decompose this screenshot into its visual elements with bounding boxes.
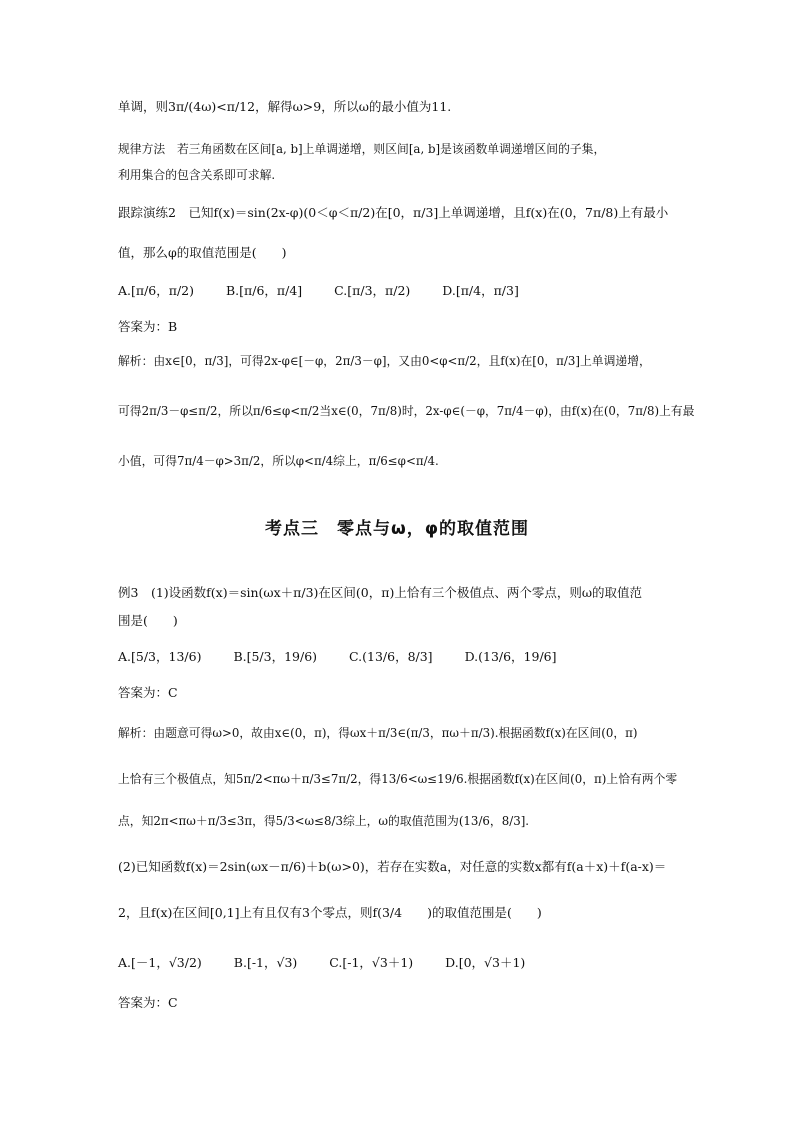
option-a: A.[－1，√3/2) — [118, 955, 202, 970]
section-heading: 考点三 零点与ω，φ的取值范围 — [264, 519, 530, 539]
option-c: C.(13/6，8/3] — [349, 649, 433, 664]
option-a: A.[π/6，π/2) — [118, 283, 195, 298]
analysis-line-1: 解析：由题意可得ω>0，故由x∈(0，π)，得ωx＋π/3∈(π/3，πω＋π/3).根据函数f(x)在区间(0，π) — [118, 726, 638, 740]
option-d: D.[π/4，π/3] — [442, 283, 519, 298]
option-b: B.[π/6，π/4] — [226, 283, 303, 298]
answer-line: 答案为：C — [118, 995, 178, 1010]
example-3-options — [118, 648, 688, 666]
solution-end-line: 单调，则3π/(4ω)<π/12，解得ω>9，所以ω的最小值为11. — [118, 99, 452, 114]
method-line-2: 利用集合的包含关系即可求解. — [118, 168, 276, 182]
option-d: D.[0，√3＋1) — [445, 955, 526, 970]
method-line-1: 规律方法 若三角函数在区间[a, b]上单调递增，则区间[a, b]是该函数单调递增区间的子集， — [118, 142, 606, 156]
option-d: D.(13/6，19/6] — [464, 649, 557, 664]
exercise-2-line-1: 跟踪演练2 已知f(x)＝sin(2x-φ)(0＜φ＜π/2)在[0，π/3]上单调递增，且f(x)在(0，7π/8)上有最小 — [118, 205, 669, 220]
answer-line: 答案为：B — [118, 319, 178, 334]
option-a: A.[5/3，13/6) — [118, 649, 202, 664]
example-3-part-2-options — [118, 954, 688, 972]
analysis-line-3: 点，知2π<πω＋π/3≤3π，得5/3<ω≤8/3综上，ω的取值范围为(13/6，8/3]. — [118, 814, 530, 828]
analysis-line-2: 上恰有三个极值点，知5π/2<πω＋π/3≤7π/2，得13/6<ω≤19/6.根据函数f(x)在区间(0，π)上恰有两个零 — [118, 772, 678, 786]
example-3-part-2-line-2: 2，且f(x)在区间[0,1]上有且仅有3个零点，则f(3/4 )的取值范围是( ) — [118, 905, 542, 920]
analysis-line-3: 小值，可得7π/4－φ>3π/2，所以φ<π/4综上，π/6≤φ<π/4. — [118, 454, 439, 468]
exercise-2-options — [118, 282, 688, 300]
option-c: C.[π/3，π/2) — [334, 283, 411, 298]
exercise-2-line-2: 值，那么φ的取值范围是( ) — [118, 245, 287, 260]
answer-line: 答案为：C — [118, 685, 178, 700]
analysis-line-1: 解析：由x∈[0，π/3]，可得2x-φ∈[－φ，2π/3－φ]，又由0<φ<π/2，且f(x)在[0，π/3]上单调递增， — [118, 354, 651, 368]
option-c: C.[-1，√3＋1) — [329, 955, 414, 970]
option-b: B.[-1，√3) — [233, 955, 298, 970]
option-b: B.[5/3，19/6) — [233, 649, 318, 664]
example-3-line-2: 围是( ) — [118, 613, 178, 628]
example-3-line-1: 例3 (1)设函数f(x)＝sin(ωx＋π/3)在区间(0，π)上恰有三个极值点、两个零点，则ω的取值范 — [118, 585, 643, 600]
example-3-part-2-line-1: (2)已知函数f(x)＝2sin(ωx－π/6)＋b(ω>0)，若存在实数a，对任意的实数x都有f(a＋x)＋f(a-x)＝ — [118, 859, 667, 874]
analysis-line-2: 可得2π/3－φ≤π/2，所以π/6≤φ<π/2当x∈(0，7π/8)时，2x-φ∈(－φ，7π/4－φ)，由f(x)在(0，7π/8)上有最 — [118, 404, 695, 418]
